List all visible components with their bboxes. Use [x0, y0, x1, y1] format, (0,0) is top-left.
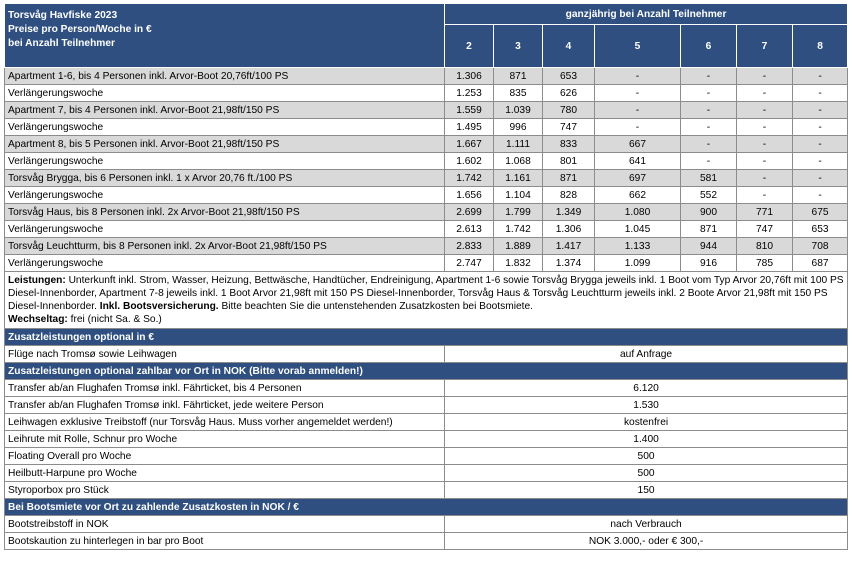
- list-item: [5, 397, 848, 414]
- item-value: 500: [445, 465, 848, 482]
- item-label: Floating Overall pro Woche: [5, 448, 445, 465]
- leistungen-tail: Bitte beachten Sie die untenstehenden Zusatzkosten bei Bootsmiete.: [218, 301, 533, 312]
- price-cell: 835: [494, 85, 543, 102]
- price-cell: -: [595, 85, 681, 102]
- item-value: kostenfrei: [445, 414, 848, 431]
- price-cell: 1.799: [494, 204, 543, 221]
- price-cell: -: [737, 119, 793, 136]
- price-cell: 828: [543, 187, 595, 204]
- item-label: Leihwagen exklusive Treibstoff (nur Torsvåg Haus. Muss vorher angemeldet werden!): [5, 414, 445, 431]
- price-cell: -: [681, 68, 737, 85]
- table-row: [5, 136, 848, 153]
- row-label: Verlängerungswoche: [5, 153, 445, 170]
- item-label: Styroporbox pro Stück: [5, 482, 445, 499]
- price-cell: 2.699: [445, 204, 494, 221]
- notes-row: [5, 272, 848, 329]
- col-header-3: 3: [494, 25, 543, 68]
- section-header: [5, 499, 848, 516]
- item-label: Transfer ab/an Flughafen Tromsø inkl. Fährticket, bis 4 Personen: [5, 380, 445, 397]
- price-cell: 1.306: [445, 68, 494, 85]
- price-cell: 1.111: [494, 136, 543, 153]
- wechseltag-label: Wechseltag:: [8, 314, 68, 325]
- price-cell: 871: [681, 221, 737, 238]
- price-cell: 1.104: [494, 187, 543, 204]
- table-row: [5, 255, 848, 272]
- price-cell: 785: [737, 255, 793, 272]
- leistungen-text: Unterkunft inkl. Strom, Wasser, Heizung, Bettwäsche, Handtücher, Endreinigung, Apartment 1-6 sowie Torsvåg Brygga jeweils inkl. 1 Boot vom Typ Arvor 20,76ft mit 100 PS Diesel-Innenborder, Apartment 7-8 jeweils inkl. 1 Boot Arvor 21,98ft mit 150 PS Diesel-Innenborder, Torsvåg Haus & Torsvåg Leuchtturm jeweils inkl. 2 Boote Arvor 21,98ft mit 150 PS Diesel-Innenborder.: [8, 275, 844, 312]
- price-cell: 687: [793, 255, 848, 272]
- price-cell: -: [681, 85, 737, 102]
- wechseltag-text: frei (nicht Sa. & So.): [67, 314, 162, 325]
- leistungen-label: Leistungen:: [8, 275, 66, 286]
- table-row: [5, 204, 848, 221]
- price-cell: 1.099: [595, 255, 681, 272]
- price-cell: 708: [793, 238, 848, 255]
- row-label: Verlängerungswoche: [5, 255, 445, 272]
- col-header-6: 6: [681, 25, 737, 68]
- price-cell: 667: [595, 136, 681, 153]
- price-cell: 675: [793, 204, 848, 221]
- price-cell: 626: [543, 85, 595, 102]
- price-cell: 1.495: [445, 119, 494, 136]
- price-cell: -: [793, 187, 848, 204]
- price-cell: 662: [595, 187, 681, 204]
- item-value: NOK 3.000,- oder € 300,-: [445, 533, 848, 550]
- col-header-8: 8: [793, 25, 848, 68]
- row-label: Verlängerungswoche: [5, 85, 445, 102]
- table-row: [5, 85, 848, 102]
- item-label: Bootstreibstoff in NOK: [5, 516, 445, 533]
- table-row: [5, 119, 848, 136]
- list-item: [5, 465, 848, 482]
- price-cell: 641: [595, 153, 681, 170]
- row-label: Apartment 8, bis 5 Personen inkl. Arvor-Boot 21,98ft/150 PS: [5, 136, 445, 153]
- row-label: Verlängerungswoche: [5, 187, 445, 204]
- price-cell: -: [595, 119, 681, 136]
- price-cell: 1.133: [595, 238, 681, 255]
- item-value: auf Anfrage: [445, 346, 848, 363]
- price-cell: 871: [494, 68, 543, 85]
- price-cell: 871: [543, 170, 595, 187]
- price-cell: 1.742: [494, 221, 543, 238]
- price-cell: 780: [543, 102, 595, 119]
- title-line-3: bei Anzahl Teilnehmer: [8, 38, 115, 49]
- title-line-2: Preise pro Person/Woche in €: [8, 24, 152, 35]
- price-cell: 653: [543, 68, 595, 85]
- price-cell: -: [737, 187, 793, 204]
- price-cell: 900: [681, 204, 737, 221]
- price-cell: 1.039: [494, 102, 543, 119]
- item-value: 6.120: [445, 380, 848, 397]
- item-label: Leihrute mit Rolle, Schnur pro Woche: [5, 431, 445, 448]
- col-header-5: 5: [595, 25, 681, 68]
- price-cell: 1.349: [543, 204, 595, 221]
- item-label: Heilbutt-Harpune pro Woche: [5, 465, 445, 482]
- list-item: [5, 533, 848, 550]
- price-cell: -: [737, 68, 793, 85]
- price-cell: 1.656: [445, 187, 494, 204]
- row-label: Verlängerungswoche: [5, 221, 445, 238]
- row-label: Torsvåg Brygga, bis 6 Personen inkl. 1 x Arvor 20,76 ft./100 PS: [5, 170, 445, 187]
- price-cell: 1.417: [543, 238, 595, 255]
- price-cell: -: [737, 170, 793, 187]
- list-item: [5, 482, 848, 499]
- section-header: [5, 363, 848, 380]
- item-label: Transfer ab/an Flughafen Tromsø inkl. Fährticket, jede weitere Person: [5, 397, 445, 414]
- list-item: [5, 431, 848, 448]
- table-row: [5, 102, 848, 119]
- price-cell: 653: [793, 221, 848, 238]
- price-cell: -: [793, 102, 848, 119]
- col-header-4: 4: [543, 25, 595, 68]
- price-table: [4, 3, 848, 550]
- price-cell: 916: [681, 255, 737, 272]
- price-cell: -: [793, 68, 848, 85]
- price-cell: 697: [595, 170, 681, 187]
- price-cell: -: [595, 68, 681, 85]
- table-row: [5, 187, 848, 204]
- item-label: Bootskaution zu hinterlegen in bar pro Boot: [5, 533, 445, 550]
- price-cell: -: [793, 119, 848, 136]
- price-cell: 581: [681, 170, 737, 187]
- price-cell: -: [793, 136, 848, 153]
- row-label: Torsvåg Haus, bis 8 Personen inkl. 2x Arvor-Boot 21,98ft/150 PS: [5, 204, 445, 221]
- price-cell: 552: [681, 187, 737, 204]
- price-cell: 1.068: [494, 153, 543, 170]
- price-cell: -: [681, 119, 737, 136]
- price-cell: 2.747: [445, 255, 494, 272]
- wechseltag-note: [8, 313, 844, 326]
- price-cell: 1.253: [445, 85, 494, 102]
- price-cell: 2.833: [445, 238, 494, 255]
- table-title: [5, 4, 445, 68]
- title-line-1: Torsvåg Havfiske 2023: [8, 10, 118, 21]
- item-value: 1.530: [445, 397, 848, 414]
- versicherung-text: Inkl. Bootsversicherung.: [99, 301, 219, 312]
- item-value: 500: [445, 448, 848, 465]
- table-row: [5, 153, 848, 170]
- price-cell: 1.306: [543, 221, 595, 238]
- price-cell: 1.161: [494, 170, 543, 187]
- price-cell: 1.889: [494, 238, 543, 255]
- col-header-2: 2: [445, 25, 494, 68]
- section-title: Zusatzleistungen optional zahlbar vor Ort in NOK (Bitte vorab anmelden!): [5, 363, 848, 380]
- price-cell: -: [737, 136, 793, 153]
- price-cell: 1.832: [494, 255, 543, 272]
- price-cell: 1.080: [595, 204, 681, 221]
- table-row: [5, 170, 848, 187]
- list-item: [5, 448, 848, 465]
- item-value: 1.400: [445, 431, 848, 448]
- price-cell: 747: [737, 221, 793, 238]
- section-title: Bei Bootsmiete vor Ort zu zahlende Zusatzkosten in NOK / €: [5, 499, 848, 516]
- item-label: Flüge nach Tromsø sowie Leihwagen: [5, 346, 445, 363]
- list-item: [5, 516, 848, 533]
- price-cell: 1.667: [445, 136, 494, 153]
- price-cell: 833: [543, 136, 595, 153]
- price-cell: 1.559: [445, 102, 494, 119]
- price-cell: -: [681, 136, 737, 153]
- section-header: [5, 329, 848, 346]
- price-cell: 1.045: [595, 221, 681, 238]
- price-cell: 1.374: [543, 255, 595, 272]
- price-cell: 1.602: [445, 153, 494, 170]
- price-cell: 1.742: [445, 170, 494, 187]
- table-row: [5, 238, 848, 255]
- leistungen-note: [8, 274, 844, 313]
- price-cell: 810: [737, 238, 793, 255]
- price-cell: 996: [494, 119, 543, 136]
- row-label: Verlängerungswoche: [5, 119, 445, 136]
- col-header-7: 7: [737, 25, 793, 68]
- section-title: Zusatzleistungen optional in €: [5, 329, 848, 346]
- list-item: [5, 380, 848, 397]
- price-sheet: [4, 3, 847, 550]
- row-label: Apartment 7, bis 4 Personen inkl. Arvor-Boot 21,98ft/150 PS: [5, 102, 445, 119]
- price-cell: -: [681, 102, 737, 119]
- price-cell: -: [793, 85, 848, 102]
- price-cell: 747: [543, 119, 595, 136]
- item-value: nach Verbrauch: [445, 516, 848, 533]
- item-value: 150: [445, 482, 848, 499]
- price-cell: -: [793, 153, 848, 170]
- price-cell: -: [681, 153, 737, 170]
- list-item: [5, 346, 848, 363]
- price-cell: 801: [543, 153, 595, 170]
- row-label: Apartment 1-6, bis 4 Personen inkl. Arvor-Boot 20,76ft/100 PS: [5, 68, 445, 85]
- price-cell: -: [737, 102, 793, 119]
- price-cell: -: [737, 85, 793, 102]
- price-cell: 944: [681, 238, 737, 255]
- price-cell: -: [595, 102, 681, 119]
- row-label: Torsvåg Leuchtturm, bis 8 Personen inkl. 2x Arvor-Boot 21,98ft/150 PS: [5, 238, 445, 255]
- price-cell: 2.613: [445, 221, 494, 238]
- table-row: [5, 221, 848, 238]
- price-cell: -: [737, 153, 793, 170]
- table-row: [5, 68, 848, 85]
- group-header: ganzjährig bei Anzahl Teilnehmer: [445, 4, 848, 25]
- price-cell: 771: [737, 204, 793, 221]
- list-item: [5, 414, 848, 431]
- price-cell: -: [793, 170, 848, 187]
